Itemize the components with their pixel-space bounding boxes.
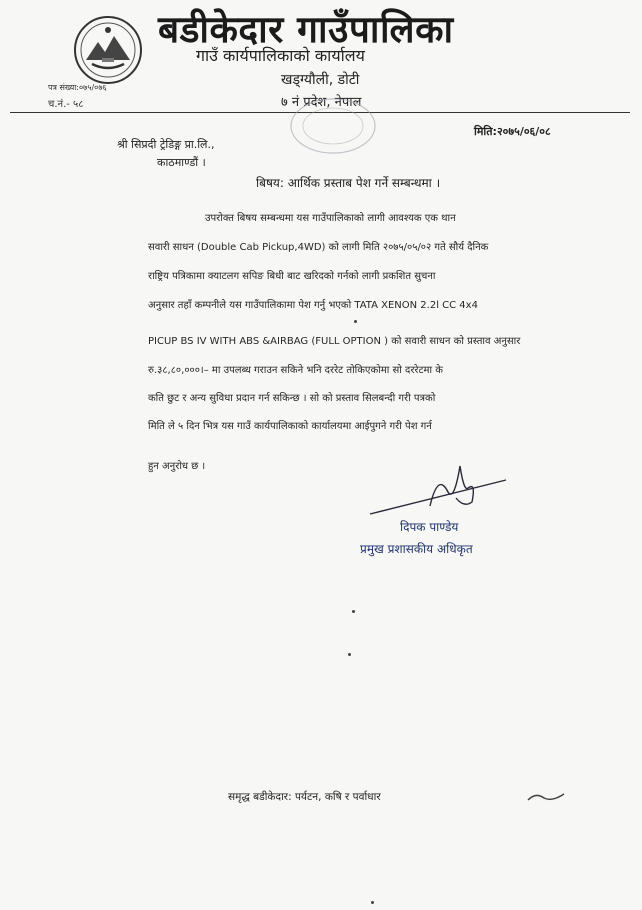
scan-speck [348,653,351,656]
body-line: राष्ट्रिय पत्रिकामा क्याटलग सपिङ बिधी बाट खरिदको गर्नको लागी प्रकशित सुचना [148,271,436,282]
recipient-city: काठमाण्डौं । [157,156,206,169]
body-line: अनुसार तहाँ कम्पनीले यस गाउँपालिकामा पेश गर्नु भएको TATA XENON 2.2l CC 4x4 [148,300,478,311]
office-province: ७ नं प्रदेश, नेपाल [281,95,362,110]
dispatch-number: च.नं.- ५८ [48,99,84,110]
scan-speck [352,610,355,613]
letter-date: मिति:२०७५/०६/०८ [474,125,551,138]
body-line: रु.३८,८०,०००।– मा उपलब्ध गराउन सकिने भनि दररेट तोकिएकोमा सो दररेटमा के [148,365,443,376]
letter-subject: बिषय: आर्थिक प्रस्ताब पेश गर्ने सम्बन्धमा । [256,176,441,190]
letter-number: पत्र संख्या:०७५/०७६ [48,83,107,92]
body-line: हुन अनुरोध छ । [148,461,206,472]
footer-logo-icon [526,790,566,804]
signer-name: दिपक पाण्डेय [400,520,459,534]
body-line: कति छुट र अन्य सुविधा प्रदान गर्न सकिन्छ । सो को प्रस्ताव सिलबन्दी गरी पत्रको [148,393,436,404]
recipient-name: श्री सिप्रदी ट्रेडिङ्ग प्रा.लि., [117,138,215,151]
nepal-emblem-icon [72,14,144,86]
body-line: PICUP BS IV WITH ABS &AIRBAG (FULL OPTION ) को सवारी साधन को प्रस्ताव अनुसार [148,336,521,347]
scan-speck [371,901,374,904]
office-name: गाउँ कार्यपालिकाको कार्यालय [196,46,365,65]
org-name: बडीकेदार गाउँपालिका [158,8,454,51]
signer-title: प्रमुख प्रशासकीय अधिकृत [360,542,473,556]
scan-speck [354,320,357,323]
body-line: उपरोक्त बिषय सम्बन्धमा यस गाउँपालिकाको लागी आवश्यक एक थान [205,213,456,224]
body-line: मिति ले ५ दिन भित्र यस गाउँ कार्यपालिकाको कार्यालयमा आईपुगने गरी पेश गर्न [148,421,432,432]
office-place: खड्ग्यौली, डोटी [281,72,360,88]
body-line: सवारी साधन (Double Cab Pickup,4WD) को लागी मिति २०७५/०५/०२ गते सौर्य दैनिक [148,242,489,253]
footer-slogan: समृद्ध बडीकेदार: पर्यटन, कषि र पर्वाधार [228,791,381,803]
office-stamp-icon [288,96,378,156]
signature-icon [368,462,518,522]
